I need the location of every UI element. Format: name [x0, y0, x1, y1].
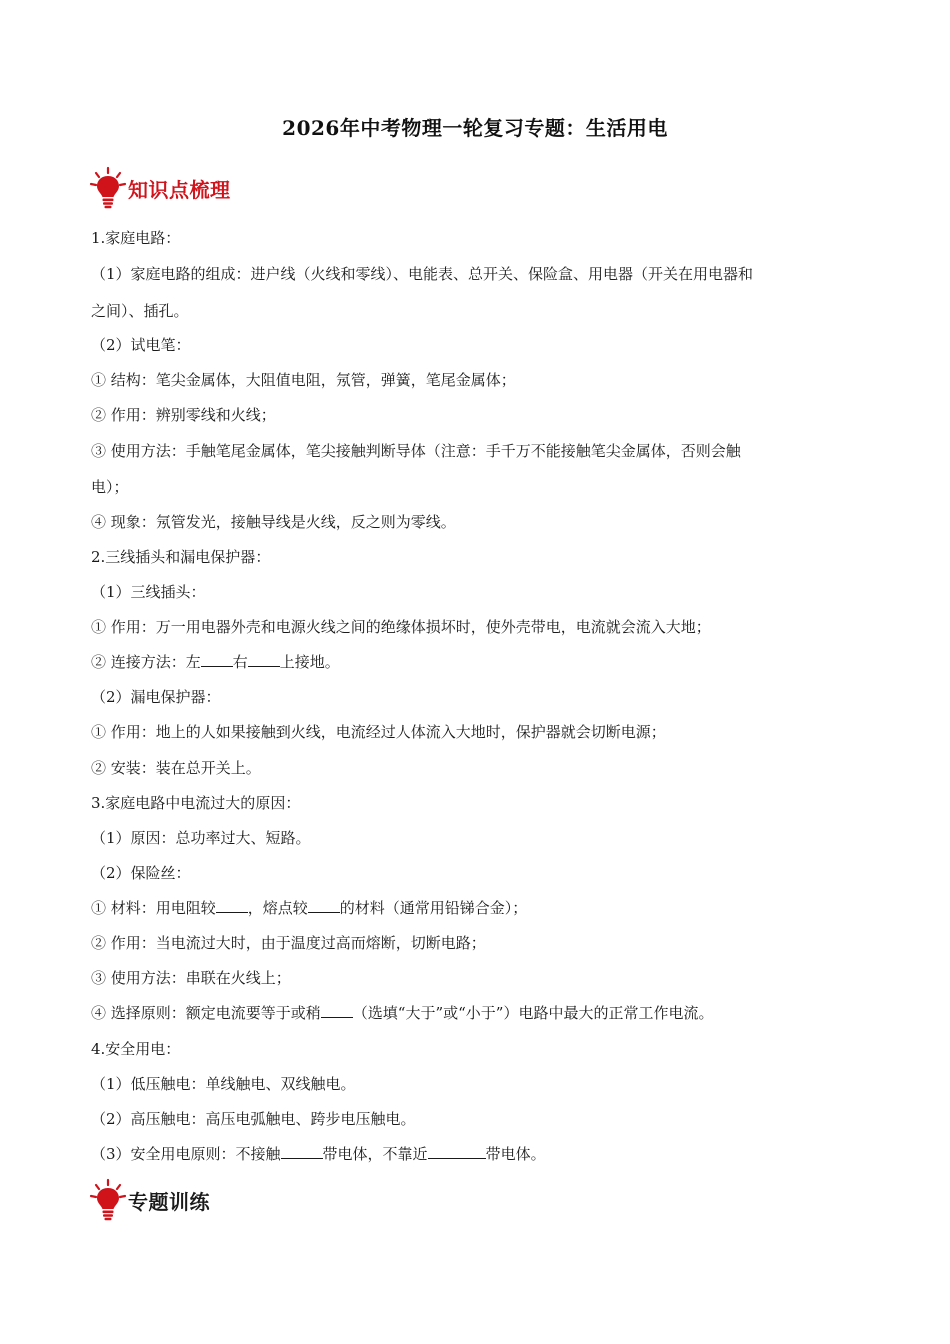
text-line-with-blanks — [91, 1144, 546, 1164]
text-line: ① 作用：万一用电器外壳和电源火线之间的绝缘体损坏时，使外壳带电，电流就会流入大地； — [91, 618, 711, 636]
text-segment: 上接地。 — [279, 653, 340, 671]
text-line: 2.三线插头和漏电保护器： — [91, 548, 271, 566]
text-line: ① 结构：笔尖金属体，大阻值电阻，氖管，弹簧，笔尾金属体； — [91, 371, 516, 389]
text-segment: 的材料（通常用铅锑合金）； — [339, 899, 528, 917]
section-header-knowledge — [88, 166, 231, 210]
text-segment: ① 材料：用电阻较 — [91, 899, 216, 917]
text-segment: ④ 选择原则：额定电流要等于或稍 — [91, 1004, 321, 1022]
text-line-with-blanks — [91, 652, 340, 672]
text-segment: 带电体。 — [485, 1145, 546, 1163]
text-line: ② 安装：装在总开关上。 — [91, 759, 261, 777]
fill-blank — [321, 1003, 353, 1018]
section-header-training — [88, 1178, 210, 1222]
text-line: （2）保险丝： — [91, 864, 191, 882]
section-title-training: 专题训练 — [128, 1189, 210, 1214]
text-segment: （3）安全用电原则：不接触 — [91, 1145, 281, 1163]
lightbulb-icon — [88, 166, 128, 210]
text-line: 之间）、插孔。 — [91, 302, 189, 320]
page-title: 2026年中考物理一轮复习专题：生活用电 — [282, 116, 668, 140]
fill-blank — [428, 1144, 486, 1159]
text-segment: （选填“大于”或“小于”）电路中最大的正常工作电流。 — [352, 1004, 714, 1022]
text-segment: 右 — [232, 653, 248, 671]
text-line: （1）家庭电路的组成：进户线（火线和零线）、电能表、总开关、保险盒、用电器（开关在用电器和 — [91, 265, 754, 283]
text-line: （1）低压触电：单线触电、双线触电。 — [91, 1075, 356, 1093]
fill-blank — [248, 652, 280, 667]
text-line: ① 作用：地上的人如果接触到火线，电流经过人体流入大地时，保护器就会切断电源； — [91, 723, 666, 741]
text-line: （2）漏电保护器： — [91, 688, 221, 706]
text-line: （2）高压触电：高压电弧触电、跨步电压触电。 — [91, 1110, 416, 1128]
lightbulb-icon — [88, 1178, 128, 1222]
fill-blank — [308, 898, 340, 913]
text-line: 1.家庭电路： — [91, 229, 181, 247]
text-line: （1）三线插头： — [91, 583, 206, 601]
fill-blank — [216, 898, 248, 913]
text-segment: ，熔点较 — [247, 899, 308, 917]
text-line-with-blanks — [91, 898, 527, 918]
section-title-knowledge: 知识点梳理 — [128, 177, 231, 202]
fill-blank — [201, 652, 233, 667]
text-line: （2）试电笔： — [91, 336, 191, 354]
text-line: ③ 使用方法：串联在火线上； — [91, 969, 291, 987]
fill-blank — [281, 1144, 323, 1159]
text-line: ③ 使用方法：手触笔尾金属体，笔尖接触判断导体（注意：手千万不能接触笔尖金属体，否则会触 — [91, 442, 741, 460]
text-line: ④ 现象：氖管发光，接触导线是火线，反之则为零线。 — [91, 513, 456, 531]
text-line: ② 作用：辨别零线和火线； — [91, 406, 276, 424]
text-segment: 带电体，不靠近 — [322, 1145, 428, 1163]
text-line: （1）原因：总功率过大、短路。 — [91, 829, 311, 847]
text-line: 3.家庭电路中电流过大的原因： — [91, 794, 301, 812]
text-line: 4.安全用电： — [91, 1040, 181, 1058]
text-line: ② 作用：当电流过大时，由于温度过高而熔断，切断电路； — [91, 934, 486, 952]
text-segment: ② 连接方法：左 — [91, 653, 201, 671]
text-line: 电）； — [91, 478, 129, 496]
text-line-with-blanks — [91, 1003, 713, 1023]
